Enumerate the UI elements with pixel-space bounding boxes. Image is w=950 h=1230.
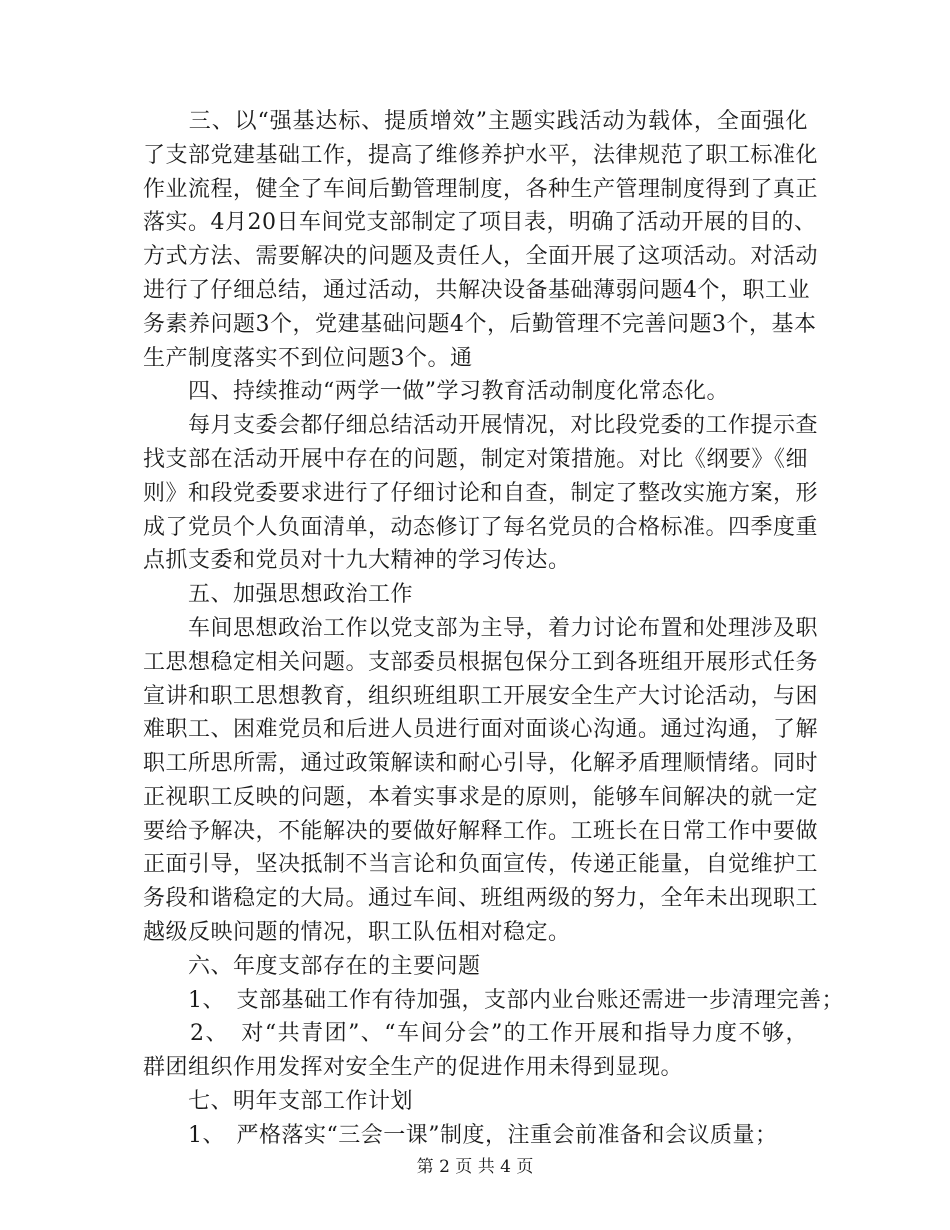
text-line: 找支部在活动开展中存在的问题，制定对策措施。对比《纲要》《细 <box>143 447 808 472</box>
text-line: 进行了仔细总结，通过活动，共解决设备基础薄弱问题4个，职工业 <box>143 278 810 303</box>
text-line: 难职工、困难党员和后进人员进行面对面谈心沟通。通过沟通，了解 <box>143 717 819 742</box>
text-line: 务段和谐稳定的大局。通过车间、班组两级的努力，全年未出现职工 <box>143 886 819 911</box>
page-number-footer: 第 2 页 共 4 页 <box>416 1157 534 1177</box>
text-line: 宣讲和职工思想教育，组织班组职工开展安全生产大讨论活动，与困 <box>143 684 819 709</box>
text-line: 越级反映问题的情况，职工队伍相对稳定。 <box>143 920 571 945</box>
section-heading: 六、年度支部存在的主要问题 <box>143 954 481 979</box>
list-item: 1、 严格落实“三会一课”制度，注重会前准备和会议质量； <box>143 1123 778 1148</box>
text-line: 要给予解决，不能解决的要做好解释工作。工班长在日常工作中要做 <box>143 819 819 844</box>
text-line: 生产制度落实不到位问题3个。通 <box>143 346 473 371</box>
text-line: 职工所思所需，通过政策解读和耐心引导，化解矛盾理顺情绪。同时 <box>143 751 819 776</box>
list-item: 1、 支部基础工作有待加强，支部内业台账还需进一步清理完善； <box>143 988 844 1013</box>
text-line: 落实。4月20日车间党支部制定了项目表，明确了活动开展的目的、 <box>143 210 817 235</box>
text-line: 工思想稳定相关问题。支部委员根据包保分工到各班组开展形式任务 <box>143 650 819 675</box>
section-heading: 五、加强思想政治工作 <box>143 582 414 607</box>
text-line: 群团组织作用发挥对安全生产的促进作用未得到显现。 <box>143 1055 684 1080</box>
text-line: 车间思想政治工作以党支部为主导，着力讨论布置和处理涉及职 <box>143 616 819 641</box>
text-line: 正面引导，坚决抵制不当言论和负面宣传，传递正能量，自觉维护工 <box>143 852 819 877</box>
text-line: 作业流程，健全了车间后勤管理制度，各种生产管理制度得到了真正 <box>143 177 819 202</box>
text-line: 每月支委会都仔细总结活动开展情况，对比段党委的工作提示查 <box>143 413 819 438</box>
text-line: 正视职工反映的问题，本着实事求是的原则，能够车间解决的就一定 <box>143 785 819 810</box>
list-item: 2、 对“共青团”、“车间分会”的工作开展和指导力度不够， <box>143 1021 808 1046</box>
text-line: 了支部党建基础工作，提高了维修养护水平，法律规范了职工标准化 <box>143 143 819 168</box>
section-heading: 四、持续推动“两学一做”学习教育活动制度化常态化。 <box>143 379 729 404</box>
text-line: 点抓支委和党员对十九大精神的学习传达。 <box>143 548 571 573</box>
text-line: 则》和段党委要求进行了仔细讨论和自查，制定了整改实施方案，形 <box>143 481 819 506</box>
text-line: 务素养问题3个，党建基础问题4个，后勤管理不完善问题3个，基本 <box>143 312 817 337</box>
text-line: 三、以“强基达标、提质增效”主题实践活动为载体，全面强化 <box>143 109 808 134</box>
text-line: 方式方法、需要解决的问题及责任人，全面开展了这项活动。对活动 <box>143 244 819 269</box>
section-heading: 七、明年支部工作计划 <box>143 1089 414 1114</box>
text-line: 成了党员个人负面清单，动态修订了每名党员的合格标准。四季度重 <box>143 515 819 540</box>
